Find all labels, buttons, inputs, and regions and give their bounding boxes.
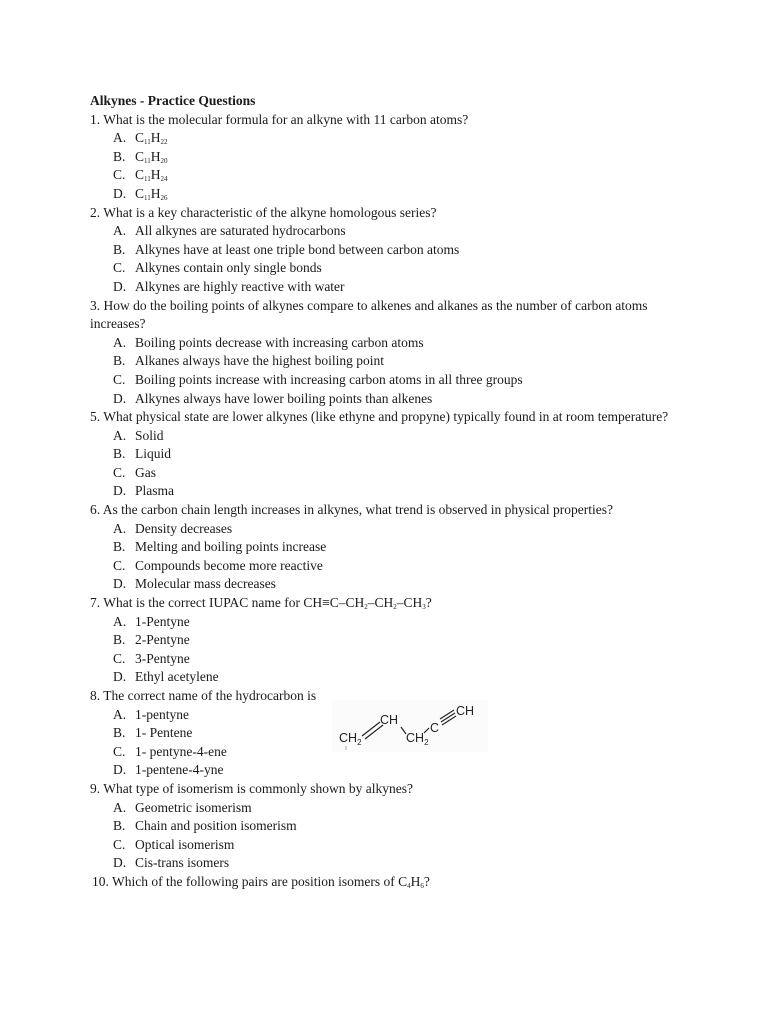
option-text: Compounds become more reactive xyxy=(135,557,323,573)
option-letter: D. xyxy=(113,669,127,685)
option-letter: C. xyxy=(113,743,126,759)
ch2-mid-text: CH xyxy=(406,731,425,745)
formula-sub: 24 xyxy=(160,175,168,184)
ch2-left-text: CH xyxy=(339,731,358,745)
question-1-option-a xyxy=(90,129,690,148)
formula-sub: 11 xyxy=(144,138,151,147)
option-letter: D. xyxy=(113,855,127,871)
option-text: 1-Pentyne xyxy=(135,613,190,629)
formula-h: H xyxy=(150,148,161,164)
question-2-option-b xyxy=(90,241,690,260)
question-1-stem: 1. What is the molecular formula for an alkyne with 11 carbon atoms? xyxy=(90,111,469,127)
question-9-option-b xyxy=(90,817,690,836)
question-5-option-b xyxy=(90,445,690,464)
option-text: Boiling points decrease with increasing carbon atoms xyxy=(135,334,424,350)
question-7-option-b xyxy=(90,631,690,650)
option-text: Gas xyxy=(135,464,156,480)
option-letter: A. xyxy=(113,799,127,815)
option-text: 1- Pentene xyxy=(135,725,193,741)
option-text: Liquid xyxy=(135,446,171,462)
question-9-option-c xyxy=(90,836,690,855)
formula-sub: 3 xyxy=(422,603,426,612)
option-letter: C. xyxy=(113,836,126,852)
question-7-options xyxy=(90,613,690,687)
question-1-option-c xyxy=(90,166,690,185)
option-letter: D. xyxy=(113,483,127,499)
option-letter: C. xyxy=(113,464,126,480)
formula-c: C xyxy=(135,148,145,164)
formula-sub: 11 xyxy=(144,193,151,202)
option-letter: B. xyxy=(113,818,126,834)
formula-sub: 4 xyxy=(407,881,411,890)
worksheet xyxy=(90,92,690,892)
question-6-stem: 6. As the carbon chain length increases in alkynes, what trend is observed in physical properties? xyxy=(90,502,613,518)
option-letter: D. xyxy=(113,278,127,294)
option-text: Geometric isomerism xyxy=(135,799,252,815)
option-letter: A. xyxy=(113,223,127,239)
option-text: All alkynes are saturated hydrocarbons xyxy=(135,223,346,239)
option-letter: A. xyxy=(113,706,127,722)
question-6-options xyxy=(90,520,690,594)
question-5-text: 5. What physical state are lower alkynes (like ethyne and propyne) typically found in at room temperature? xyxy=(90,409,669,425)
question-6-option-d xyxy=(90,575,690,594)
question-9-option-d xyxy=(90,854,690,873)
option-text: 3-Pentyne xyxy=(135,650,190,666)
formula-c: C xyxy=(135,130,145,146)
question-5-option-a xyxy=(90,427,690,446)
option-text: 1-pentene-4-yne xyxy=(135,762,224,778)
option-letter: B. xyxy=(113,241,126,257)
option-text: 1- pentyne-4-ene xyxy=(135,743,227,759)
question-9-option-a xyxy=(90,799,690,818)
question-6-option-a xyxy=(90,520,690,539)
option-letter: D. xyxy=(113,576,127,592)
ch-right-label: CH xyxy=(456,704,475,718)
formula-c: C xyxy=(135,167,145,183)
option-letter: B. xyxy=(113,446,126,462)
formula-h: H xyxy=(150,185,161,201)
stem-text: 10. Which of the following pairs are position isomers of C xyxy=(92,873,408,889)
formula-sub: 6 xyxy=(420,881,424,890)
question-10-stem xyxy=(90,873,690,892)
option-letter: D. xyxy=(113,390,127,406)
option-letter: A. xyxy=(113,520,127,536)
question-1-option-d xyxy=(90,185,690,204)
option-text: Alkynes contain only single bonds xyxy=(135,260,322,276)
question-3-options xyxy=(90,334,690,408)
option-text: Solid xyxy=(135,427,164,443)
question-6-option-b xyxy=(90,538,690,557)
ch-left-label: CH xyxy=(380,713,399,727)
option-letter: A. xyxy=(113,130,127,146)
question-6-option-c xyxy=(90,557,690,576)
stem-text: ? xyxy=(423,873,430,889)
option-text: 1-pentyne xyxy=(135,706,189,722)
option-text: Alkanes always have the highest boiling point xyxy=(135,353,384,369)
formula-sub: 11 xyxy=(144,175,151,184)
option-letter: B. xyxy=(113,725,126,741)
option-letter: B. xyxy=(113,539,126,555)
question-8-stem: 8. The correct name of the hydrocarbon is xyxy=(90,688,317,703)
c-label: C xyxy=(430,721,440,735)
option-text: 2-Pentyne xyxy=(135,632,190,648)
ch2-mid-sub: 2 xyxy=(424,738,429,747)
option-text: Alkynes always have lower boiling points than alkenes xyxy=(135,390,433,406)
option-letter: D. xyxy=(113,185,127,201)
question-3-stem xyxy=(90,297,690,334)
question-8-option-d xyxy=(90,761,690,780)
formula-sub: 22 xyxy=(160,138,168,147)
question-5-option-d xyxy=(90,482,690,501)
question-5-option-c xyxy=(90,464,690,483)
option-letter: A. xyxy=(113,427,127,443)
question-7-stem xyxy=(90,594,690,613)
question-2-option-c xyxy=(90,259,690,278)
option-letter: C. xyxy=(113,557,126,573)
option-letter: C. xyxy=(113,371,126,387)
formula-sub: 2 xyxy=(393,603,397,612)
stem-text: –CH xyxy=(396,595,423,611)
question-7-option-d xyxy=(90,668,690,687)
option-text: Cis-trans isomers xyxy=(135,855,230,871)
option-text: Chain and position isomerism xyxy=(135,818,297,834)
option-letter: A. xyxy=(113,613,127,629)
option-letter: B. xyxy=(113,353,126,369)
formula-c: C xyxy=(135,185,145,201)
hydrocarbon-structure-diagram xyxy=(332,700,488,752)
question-1-option-b xyxy=(90,148,690,167)
formula-sub: 11 xyxy=(144,156,151,165)
question-1-options xyxy=(90,129,690,203)
stem-text: 7. What is the correct IUPAC name for CH≡C–CH xyxy=(90,595,365,611)
question-9-stem: 9. What type of isomerism is commonly shown by alkynes? xyxy=(90,780,413,796)
option-text: Ethyl acetylene xyxy=(135,669,219,685)
question-2-options xyxy=(90,222,690,296)
question-2-option-d xyxy=(90,278,690,297)
option-letter: B. xyxy=(113,148,126,164)
question-9-options xyxy=(90,799,690,873)
option-letter: B. xyxy=(113,632,126,648)
option-text: Alkynes have at least one triple bond between carbon atoms xyxy=(135,241,460,257)
option-letter: C. xyxy=(113,260,126,276)
option-text: Molecular mass decreases xyxy=(135,576,276,592)
ch2-left-sub: 2 xyxy=(357,738,362,747)
stem-text: –CH xyxy=(367,595,394,611)
stem-text: H xyxy=(410,873,421,889)
question-7-option-a xyxy=(90,613,690,632)
formula-h: H xyxy=(150,167,161,183)
question-2-option-a xyxy=(90,222,690,241)
question-7-option-c xyxy=(90,650,690,669)
question-3-option-a xyxy=(90,334,690,353)
option-text: Boiling points increase with increasing carbon atoms in all three groups xyxy=(135,371,523,387)
option-text: Plasma xyxy=(135,483,174,499)
question-2-stem: 2. What is a key characteristic of the alkyne homologous series? xyxy=(90,204,437,220)
option-text: Optical isomerism xyxy=(135,836,235,852)
question-5-stem xyxy=(90,408,690,427)
option-letter: A. xyxy=(113,334,127,350)
question-3-option-d xyxy=(90,390,690,409)
formula-h: H xyxy=(150,130,161,146)
question-3-text: 3. How do the boiling points of alkynes compare to alkenes and alkanes as the number of carbon atoms increases? xyxy=(90,297,648,332)
stem-text: ? xyxy=(425,595,432,611)
option-text: Melting and boiling points increase xyxy=(135,539,327,555)
formula-sub: 2 xyxy=(364,603,368,612)
option-letter: C. xyxy=(113,167,126,183)
option-text: Density decreases xyxy=(135,520,233,536)
formula-sub: 20 xyxy=(160,156,168,165)
page-title: Alkynes - Practice Questions xyxy=(90,93,256,108)
question-3-option-c xyxy=(90,371,690,390)
question-5-options xyxy=(90,427,690,501)
option-text: Alkynes are highly reactive with water xyxy=(135,278,345,294)
option-letter: C. xyxy=(113,650,126,666)
question-3-option-b xyxy=(90,352,690,371)
option-letter: D. xyxy=(113,762,127,778)
formula-sub: 26 xyxy=(160,193,168,202)
